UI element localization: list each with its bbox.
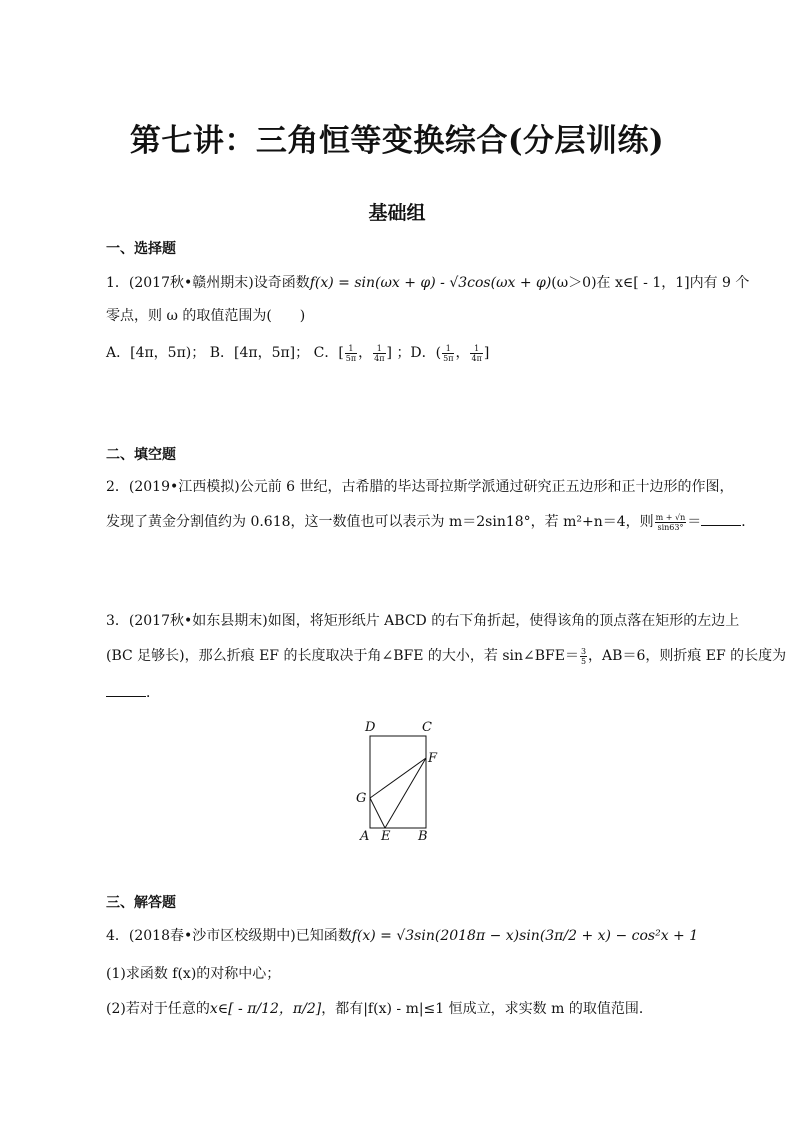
- option-a: A．[4π，5π)；: [106, 345, 206, 361]
- q4-interval: x∈[ - π/12，π/2]: [209, 1001, 322, 1017]
- page-title: 第七讲：三角恒等变换综合(分层训练): [129, 123, 665, 159]
- label-g: G: [356, 791, 367, 806]
- label-a: A: [360, 829, 370, 843]
- label-c: C: [422, 720, 432, 735]
- answer-blank: [106, 684, 146, 697]
- question-1-options: [106, 343, 726, 363]
- numerator: 1: [470, 344, 482, 354]
- question-4-part-2: [106, 999, 726, 1019]
- q1-suffix: (ω＞0)在 x∈[ - 1，1]内有 9 个: [551, 275, 750, 291]
- segment-ge: [370, 798, 385, 828]
- segment-gf: [370, 758, 426, 798]
- question-1-line-2: 零点，则 ω 的取值范围为( ): [106, 308, 306, 324]
- q2-text: 发现了黄金分割值约为 0.618，这一数值也可以表示为 m＝2sin18°，若 m²+n＝4，则: [106, 514, 654, 530]
- section-heading-solve: 三、解答题: [106, 895, 176, 911]
- denominator: sin63°: [657, 522, 684, 532]
- denominator: 5π: [345, 353, 357, 363]
- fraction: [470, 344, 482, 363]
- question-1-line-1: [106, 273, 750, 293]
- denominator: 5: [580, 656, 587, 666]
- numerator: 1: [345, 344, 357, 354]
- group-heading: 基础组: [368, 202, 426, 224]
- fraction: [580, 647, 587, 666]
- denominator: 5π: [443, 353, 454, 363]
- question-2-line-1: 2．(2019•江西模拟)公元前 6 世纪，古希腊的毕达哥拉斯学派通过研究正五边形和正十边形的作图，: [106, 479, 734, 495]
- q3-text-end: ，AB＝6，则折痕 EF 的长度为: [588, 648, 787, 664]
- question-2-line-2: [106, 512, 756, 532]
- q4-part2-end: ，都有|f(x) - m|≤1 恒成立，求实数 m 的取值范围．: [321, 1001, 653, 1017]
- equals-sign: ＝: [687, 514, 702, 530]
- numerator: m + √n: [655, 512, 686, 522]
- question-3-line-1: 3．(2017秋•如东县期末)如图，将矩形纸片 ABCD 的右下角折起，使得该角的顶点落在矩形的左边上: [106, 613, 740, 629]
- denominator: 4π: [471, 353, 482, 363]
- section-heading-choice: 一、选择题: [106, 241, 176, 257]
- section-heading-fill: 二、填空题: [106, 447, 176, 463]
- q1-formula: f(x) = sin(ωx + φ) - √3cos(ωx + φ): [309, 275, 552, 291]
- fraction: [373, 344, 385, 363]
- option-d-label: ；D．(: [396, 345, 442, 361]
- denominator: 4π: [374, 353, 385, 363]
- question-3-line-3: [106, 683, 726, 703]
- numerator: 3: [580, 646, 587, 656]
- fraction: [345, 344, 357, 363]
- numerator: 1: [373, 344, 385, 354]
- q4-text: 4．(2018春•沙市区校级期中)已知函数: [106, 928, 352, 944]
- option-c: C．[ $\frac{1}{5\pi}$ ， $\frac{1}{4\pi}$ ]: [313, 343, 392, 363]
- numerator: 1: [442, 344, 454, 354]
- q4-formula: f(x) = √3sin(2018π − x)sin(3π/2 + x) − cos²x + 1: [351, 928, 699, 944]
- option-c-label: C．[: [313, 345, 344, 361]
- period: ．: [146, 685, 160, 701]
- label-f: F: [428, 751, 438, 766]
- label-d: D: [365, 720, 376, 735]
- folded-rectangle-figure: [355, 718, 445, 843]
- label-b: B: [418, 829, 428, 843]
- fraction: [655, 513, 687, 532]
- option-b: B．[4π，5π]；: [209, 345, 310, 361]
- fraction: [442, 344, 454, 363]
- answer-blank: [701, 513, 741, 526]
- period: ．: [741, 514, 756, 530]
- q1-prefix: 1．(2017秋•赣州期末)设奇函数: [106, 275, 310, 291]
- option-d: ；D．( $\frac{1}{5\pi}$ ， $\frac{1}{4\pi}$ ]: [396, 343, 490, 363]
- q4-part2-text: (2)若对于任意的: [106, 1001, 210, 1017]
- label-e: E: [381, 829, 391, 843]
- question-4-line-1: [106, 926, 726, 946]
- question-4-part-1: (1)求函数 f(x)的对称中心；: [106, 966, 281, 982]
- question-3-line-2: [106, 646, 787, 666]
- q3-text: (BC 足够长)，那么折痕 EF 的长度取决于角∠BFE 的大小，若 sin∠BFE＝: [106, 648, 579, 664]
- crease-ef: [385, 758, 426, 828]
